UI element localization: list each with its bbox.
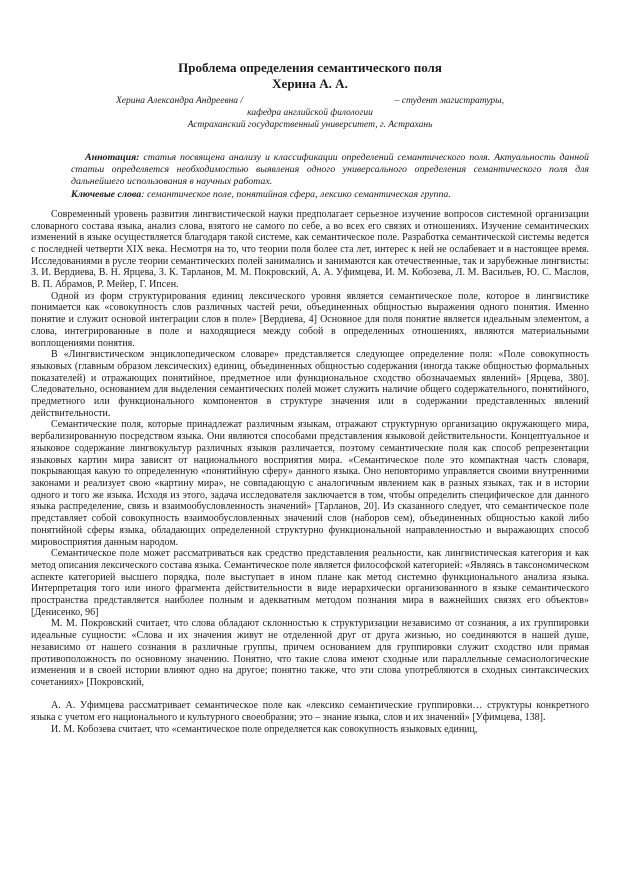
author-name-status-line [116,95,504,107]
abstract-label: Аннотация: [85,152,140,163]
author-department: кафедра английской филологии [247,108,373,118]
document-body [31,209,589,736]
paragraph: А. А. Уфимцева рассматривает семантическое поле как «лексико семантические группировки… структуры конкретного языка с учетом его национального и культурного своеобразия; это – знание языка, слов и их значений» [Уфимцева, 138]. [31,700,589,724]
paragraph: Семантическое поле может рассматриваться как средство представления реальности, как лингвистическая категория и как метод описания лексического состава языка. Семантическое поле является философской категорией: «Являясь в таксономическом аспекте категорией высшего порядка, поле выступает в ином плане как метод системно функционального анализа языка. Интерпретация того или иного фрагмента действительности в виде иерархически организованного в языке семантического пространства представляется наиболее полным и адекватным методом познания мира в важнейших связях его объектов» [Денисенко, 96] [31,548,589,618]
author-full-name: Херина Александра Андреевна / [116,96,244,106]
paragraph: Семантические поля, которые принадлежат различным языкам, отражают структурную организацию окружающего мира, вербализированную посредством языка. Они являются способами представления языковой действительности. Концептуальное и языковое содержание лингвокультур различных языков различается, поэтому семантические поля как способ репрезентации языковых картин мира зависят от национального восприятия мира. «Семантическое поле это компактная часть словаря, покрывающая какую то определенную «понятийную сферу» данного языка. Оно неповторимо управляется своими внутренними законами и реализует свою «картину мира», не совпадающую с аналогичным явлением как в разных языках, так и в истории одного и того же языка. Исходя из этого, задача исследователя заключается в том, чтобы определить специфическое для данного языка распределение, связь и взаимообусловленность значений» [Тарланов, 20]. Из сказанного следует, что семантическое поле представляет собой совокупность взаимообусловленных значений слов (наборов сем), объединенных общностью какой либо понятийной сферы языка, обладающих определенной структурно функциональной направленностью и выражающих способ мировосприятия данным народом. [31,419,589,548]
author-status: – студент магистратуры, [394,96,504,106]
abstract-paragraph [71,152,589,189]
keywords-label: Ключевые слова [71,188,142,200]
author-university: Астраханский государственный университет, г. Астрахань [187,120,433,130]
paragraph: И. М. Кобозева считает, что «семантическое поле определяется как совокупность языковых единиц, [51,723,478,735]
paragraph: В «Лингвистическом энциклопедическом словаре» представляется следующее определение поля: «Поле совокупность языковых (главным образом лексических) единиц, объединенных общностью содержания (иногда также общностью формальных показателей) и отражающих понятийное, предметное или функциональное сходство обозначаемых явлений» [Ярцева, 380]. Следовательно, основанием для выделения семантических полей может служить наличие общего содержательного, понятийного, предметного или функционального компонентов в структуре значения или в содержании представленных явлений действительности. [31,349,589,419]
paragraph: Одной из форм структурирования единиц лексического уровня является семантическое поле, которое в лингвистике понимается как «совокупность слов различных частей речи, объединенных общностью выражения одного понятия. Именно понятие и служит основой интеграции слов в поле» [Вердиева, 4] Основное для поля понятие является идеальным элементом, а слова, интегрированные в поле и находящиеся между собой в определенных отношениях, являются материальными воплощениями понятия. [31,290,589,349]
paragraph: М. М. Покровский считает, что слова обладают склонностью к структуризации независимо от сознания, а их группировки идеальные сущности: «Слова и их значения живут не отделенной друг от друга жизнью, но соединяются в нашей душе, независимо от нашего сознания в различные группы, причем основанием для группировки служит сходство или прямая противоположность по основному значению. Понятно, что такие слова имеют сходные или параллельные семасиологические изменения и в своей истории влияют одно на другое; понятно также, что эти слова употребляются в сходных синтаксических сочетаниях» [Покровский, [31,618,589,688]
keywords-paragraph [71,189,589,201]
page-title: Проблема определения семантического поля [178,60,442,75]
keywords-text: : семантическое поле, понятийная сфера, лексико семантическая группа. [141,188,451,200]
paragraph: Современный уровень развития лингвистической науки предполагает серьезное изучение вопросов системной организации словарного состава языка, анализ слова, взятого не самого по себе, а во всех его связях и отношениях. Изучение семантических изменений в языке осуществляется благодаря такой системе, как семантическое поле. Разработка семантической системы ведется с последней четверти XIX века. Несмотря на то, что теории поля более ста лет, интерес к ней не ослабевает и в настоящее время. Исследованиями в русле теории семантических полей занимались и занимаются как отечественные, так и зарубежные лингвисты: З. И. Вердиева, В. Н. Ярцева, З. К. Тарланов, М. М. Покровский, А. А. Уфимцева, И. М. Кобозева, Л. М. Васильев, Ю. С. Маслов, В. П. Абрамов, Р. Мейер, Г. Ипсен. [31,208,589,291]
abstract-text: статья посвящена анализу и классификации определений семантического поля. Актуальность данной статьи определяется необходимостью выявления одного универсального определения семантического поля для дальнейшего использования в научных работах. [71,152,589,188]
author-block [31,95,589,131]
abstract-keywords-block [71,152,589,201]
author-heading: Херина А. А. [272,76,348,91]
